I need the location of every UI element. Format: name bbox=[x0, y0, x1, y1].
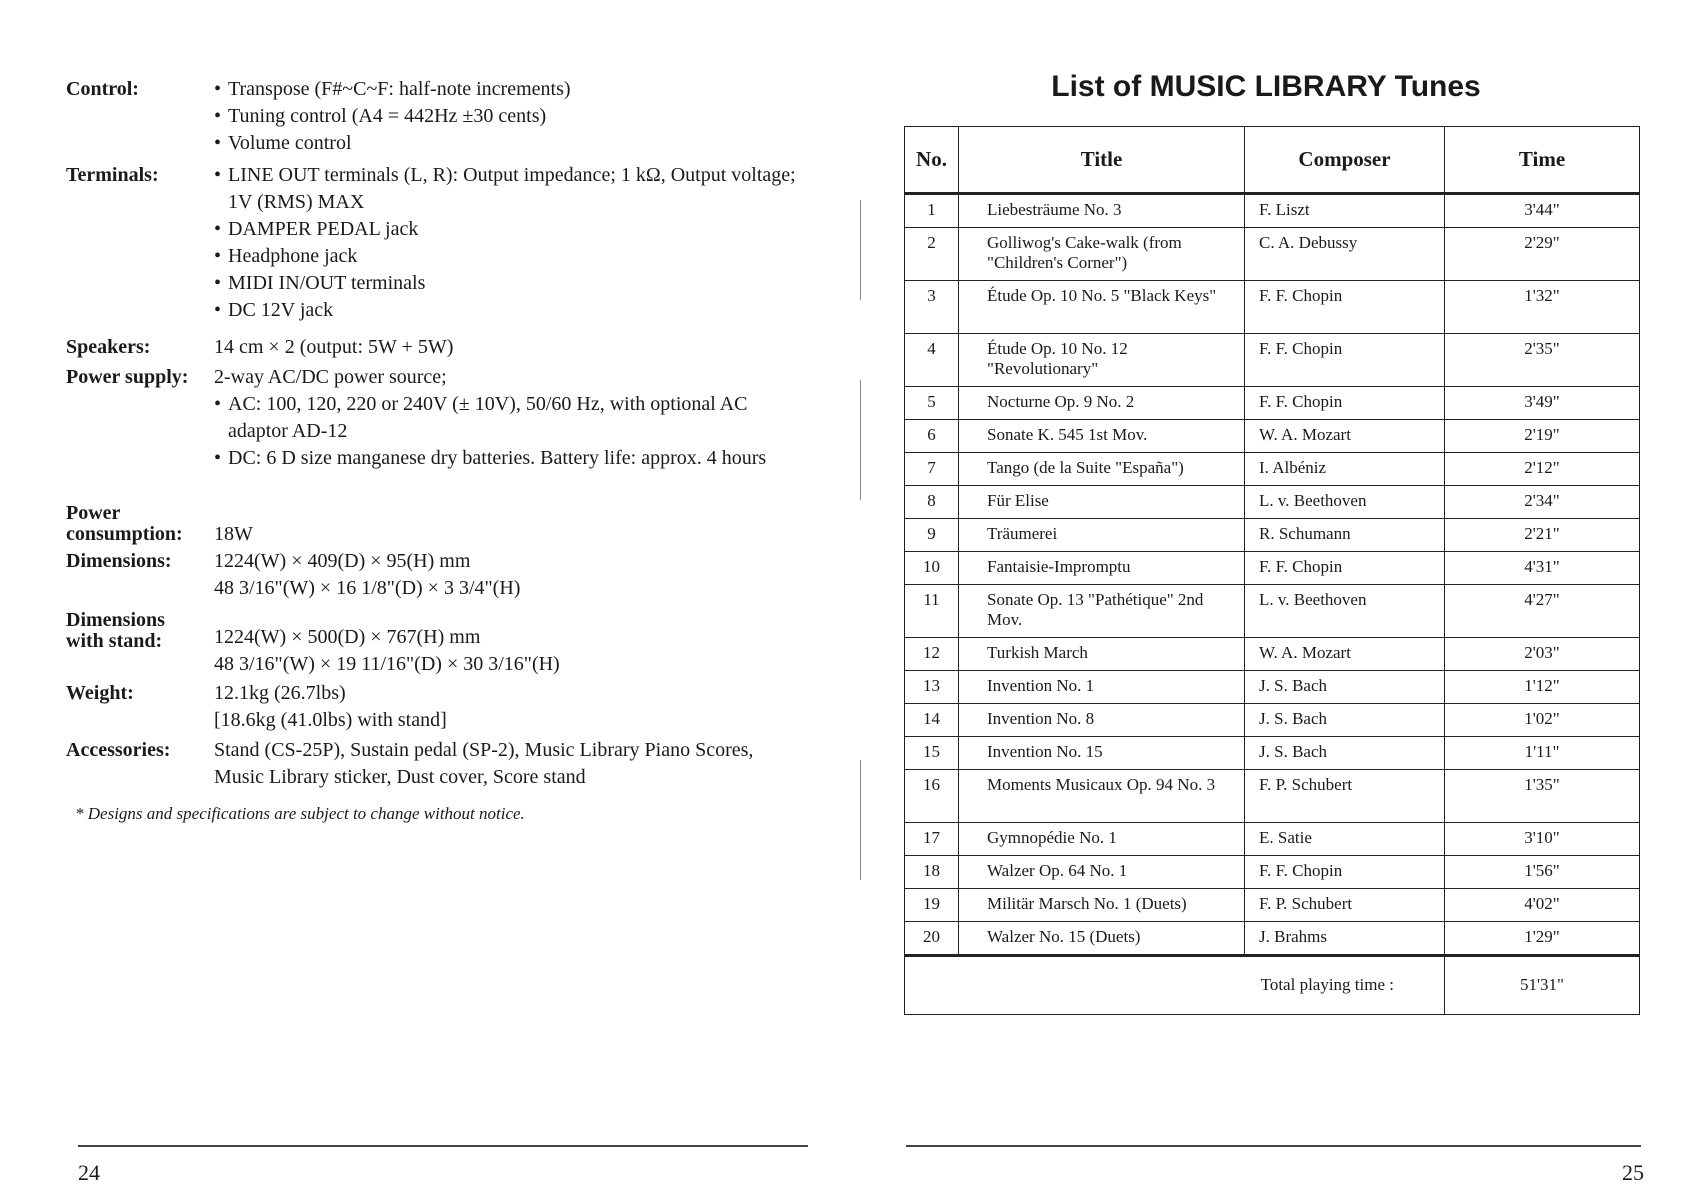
spec-body bbox=[214, 624, 804, 678]
tune-time: 2'35" bbox=[1445, 334, 1640, 387]
tune-time: 1'35" bbox=[1445, 770, 1640, 823]
tune-number: 10 bbox=[905, 552, 959, 585]
spec-body bbox=[214, 364, 804, 472]
tune-title: Invention No. 8 bbox=[959, 704, 1245, 737]
table-row bbox=[905, 704, 1640, 737]
table-row bbox=[905, 387, 1640, 420]
table-row bbox=[905, 453, 1640, 486]
total-row bbox=[905, 956, 1640, 1015]
table-row bbox=[905, 519, 1640, 552]
tune-time: 2'29" bbox=[1445, 228, 1640, 281]
table-row bbox=[905, 856, 1640, 889]
tune-number: 4 bbox=[905, 334, 959, 387]
spec-line: [18.6kg (41.0lbs) with stand] bbox=[214, 709, 447, 731]
spec-label: Power consumption: bbox=[66, 502, 183, 545]
tune-number: 2 bbox=[905, 228, 959, 281]
bottom-rule bbox=[906, 1145, 1641, 1147]
spec-line: • AC: 100, 120, 220 or 240V (± 10V), 50/60 Hz, with optional AC adaptor AD-12 bbox=[214, 391, 804, 445]
spec-line: • DC 12V jack bbox=[214, 297, 804, 324]
tune-composer: W. A. Mozart bbox=[1245, 420, 1445, 453]
tune-time: 1'32" bbox=[1445, 281, 1640, 334]
tune-title: Sonate K. 545 1st Mov. bbox=[959, 420, 1245, 453]
tune-composer: F. F. Chopin bbox=[1245, 552, 1445, 585]
tune-number: 7 bbox=[905, 453, 959, 486]
spec-line: • Headphone jack bbox=[214, 243, 804, 270]
tune-composer: F. P. Schubert bbox=[1245, 889, 1445, 922]
tune-time: 4'31" bbox=[1445, 552, 1640, 585]
tune-time: 1'29" bbox=[1445, 922, 1640, 956]
page-number: 24 bbox=[78, 1160, 100, 1185]
spec-body bbox=[214, 521, 804, 548]
spec-label: Dimensions: bbox=[66, 550, 172, 572]
tune-time: 4'02" bbox=[1445, 889, 1640, 922]
table-row bbox=[905, 552, 1640, 585]
tune-title: Träumerei bbox=[959, 519, 1245, 552]
tune-time: 1'02" bbox=[1445, 704, 1640, 737]
table-row bbox=[905, 281, 1640, 334]
tune-number: 13 bbox=[905, 671, 959, 704]
table-row bbox=[905, 737, 1640, 770]
table-row bbox=[905, 889, 1640, 922]
tune-composer: R. Schumann bbox=[1245, 519, 1445, 552]
tune-composer: J. S. Bach bbox=[1245, 737, 1445, 770]
tune-title: Walzer Op. 64 No. 1 bbox=[959, 856, 1245, 889]
spec-body bbox=[214, 334, 804, 361]
spec-label: Power supply: bbox=[66, 366, 189, 388]
tune-title: Sonate Op. 13 "Pathétique" 2nd Mov. bbox=[959, 585, 1245, 638]
tune-number: 12 bbox=[905, 638, 959, 671]
tune-rows bbox=[905, 194, 1640, 956]
tune-time: 3'49" bbox=[1445, 387, 1640, 420]
table-row bbox=[905, 420, 1640, 453]
tune-time: 1'56" bbox=[1445, 856, 1640, 889]
tune-time: 1'12" bbox=[1445, 671, 1640, 704]
page-number: 25 bbox=[1622, 1160, 1644, 1185]
tune-time: 4'27" bbox=[1445, 585, 1640, 638]
tune-composer: F. Liszt bbox=[1245, 194, 1445, 228]
tune-title: Étude Op. 10 No. 5 "Black Keys" bbox=[959, 281, 1245, 334]
tune-time: 3'44" bbox=[1445, 194, 1640, 228]
column-header-title: Title bbox=[959, 127, 1245, 194]
tune-title: Militär Marsch No. 1 (Duets) bbox=[959, 889, 1245, 922]
tune-number: 18 bbox=[905, 856, 959, 889]
footnote: * Designs and specifications are subject to change without notice. bbox=[75, 804, 525, 823]
table-row bbox=[905, 585, 1640, 638]
table-row bbox=[905, 638, 1640, 671]
tune-composer: I. Albéniz bbox=[1245, 453, 1445, 486]
total-label: Total playing time : bbox=[905, 956, 1445, 1015]
table-row bbox=[905, 922, 1640, 956]
tune-title: Étude Op. 10 No. 12 "Revolutionary" bbox=[959, 334, 1245, 387]
tune-number: 8 bbox=[905, 486, 959, 519]
tune-composer: L. v. Beethoven bbox=[1245, 486, 1445, 519]
tune-number: 6 bbox=[905, 420, 959, 453]
table-row bbox=[905, 671, 1640, 704]
spec-label: Weight: bbox=[66, 682, 134, 704]
tune-composer: J. S. Bach bbox=[1245, 671, 1445, 704]
spec-line: Stand (CS-25P), Sustain pedal (SP-2), Music Library Piano Scores, Music Library sticker, Dust cover, Score stand bbox=[214, 739, 754, 788]
spec-body bbox=[214, 162, 804, 324]
tune-composer: F. P. Schubert bbox=[1245, 770, 1445, 823]
spec-label: Speakers: bbox=[66, 336, 151, 358]
table-header-row bbox=[905, 127, 1640, 194]
tune-time: 2'21" bbox=[1445, 519, 1640, 552]
spec-line: 2-way AC/DC power source; bbox=[214, 366, 447, 388]
tune-composer: J. S. Bach bbox=[1245, 704, 1445, 737]
spec-line: • MIDI IN/OUT terminals bbox=[214, 270, 804, 297]
table-row bbox=[905, 194, 1640, 228]
spec-line: • Volume control bbox=[214, 130, 804, 157]
tune-time: 3'10" bbox=[1445, 823, 1640, 856]
spec-body bbox=[214, 737, 804, 791]
spec-line: • LINE OUT terminals (L, R): Output impedance; 1 kΩ, Output voltage; 1V (RMS) MAX bbox=[214, 162, 804, 216]
column-header-time: Time bbox=[1445, 127, 1640, 194]
tune-title: Tango (de la Suite "España") bbox=[959, 453, 1245, 486]
spec-body bbox=[214, 548, 804, 602]
tune-number: 14 bbox=[905, 704, 959, 737]
spec-line: 14 cm × 2 (output: 5W + 5W) bbox=[214, 336, 454, 358]
column-header-composer: Composer bbox=[1245, 127, 1445, 194]
tune-number: 17 bbox=[905, 823, 959, 856]
spec-line: • DAMPER PEDAL jack bbox=[214, 216, 804, 243]
tune-title: Invention No. 1 bbox=[959, 671, 1245, 704]
table-row bbox=[905, 486, 1640, 519]
tune-number: 9 bbox=[905, 519, 959, 552]
spec-line: • DC: 6 D size manganese dry batteries. Battery life: approx. 4 hours bbox=[214, 445, 804, 472]
tune-number: 1 bbox=[905, 194, 959, 228]
tune-title: Liebesträume No. 3 bbox=[959, 194, 1245, 228]
tune-number: 3 bbox=[905, 281, 959, 334]
tune-number: 16 bbox=[905, 770, 959, 823]
tune-time: 2'03" bbox=[1445, 638, 1640, 671]
spec-line: • Tuning control (A4 = 442Hz ±30 cents) bbox=[214, 103, 804, 130]
tune-title: Nocturne Op. 9 No. 2 bbox=[959, 387, 1245, 420]
total-value: 51'31" bbox=[1445, 956, 1640, 1015]
column-header-no: No. bbox=[905, 127, 959, 194]
spec-line: 1224(W) × 409(D) × 95(H) mm bbox=[214, 550, 471, 572]
tune-composer: E. Satie bbox=[1245, 823, 1445, 856]
spec-line: 12.1kg (26.7lbs) bbox=[214, 682, 346, 704]
table-row bbox=[905, 770, 1640, 823]
tune-composer: L. v. Beethoven bbox=[1245, 585, 1445, 638]
tune-number: 11 bbox=[905, 585, 959, 638]
tune-title: Gymnopédie No. 1 bbox=[959, 823, 1245, 856]
tunes-table bbox=[904, 126, 1640, 1015]
spec-line: 48 3/16"(W) × 16 1/8"(D) × 3 3/4"(H) bbox=[214, 577, 521, 599]
spec-line: 1224(W) × 500(D) × 767(H) mm bbox=[214, 626, 481, 648]
tune-number: 19 bbox=[905, 889, 959, 922]
spec-label: Control: bbox=[66, 78, 139, 100]
spec-label: Dimensions with stand: bbox=[66, 609, 165, 652]
tune-time: 2'19" bbox=[1445, 420, 1640, 453]
tune-composer: F. F. Chopin bbox=[1245, 387, 1445, 420]
spec-line: • Transpose (F#~C~F: half-note increments) bbox=[214, 76, 804, 103]
tune-composer: C. A. Debussy bbox=[1245, 228, 1445, 281]
tune-time: 1'11" bbox=[1445, 737, 1640, 770]
tune-number: 5 bbox=[905, 387, 959, 420]
tune-title: Fantaisie-Impromptu bbox=[959, 552, 1245, 585]
tune-number: 15 bbox=[905, 737, 959, 770]
tune-time: 2'12" bbox=[1445, 453, 1640, 486]
table-row bbox=[905, 823, 1640, 856]
spec-line: 18W bbox=[214, 523, 253, 545]
tune-composer: W. A. Mozart bbox=[1245, 638, 1445, 671]
table-row bbox=[905, 334, 1640, 387]
tune-composer: F. F. Chopin bbox=[1245, 856, 1445, 889]
tune-title: Golliwog's Cake-walk (from "Children's Corner") bbox=[959, 228, 1245, 281]
spec-label: Accessories: bbox=[66, 739, 171, 761]
tune-title: Für Elise bbox=[959, 486, 1245, 519]
tune-composer: F. F. Chopin bbox=[1245, 334, 1445, 387]
bottom-rule bbox=[78, 1145, 808, 1147]
spec-line: 48 3/16"(W) × 19 11/16"(D) × 30 3/16"(H) bbox=[214, 653, 560, 675]
tune-title: Invention No. 15 bbox=[959, 737, 1245, 770]
tune-title: Moments Musicaux Op. 94 No. 3 bbox=[959, 770, 1245, 823]
tune-composer: J. Brahms bbox=[1245, 922, 1445, 956]
page-title: List of MUSIC LIBRARY Tunes bbox=[1051, 70, 1481, 103]
spec-body bbox=[214, 76, 804, 157]
right-page bbox=[844, 0, 1688, 1190]
spec-label: Terminals: bbox=[66, 164, 159, 186]
tune-number: 20 bbox=[905, 922, 959, 956]
tune-composer: F. F. Chopin bbox=[1245, 281, 1445, 334]
tune-time: 2'34" bbox=[1445, 486, 1640, 519]
table-row bbox=[905, 228, 1640, 281]
tune-title: Walzer No. 15 (Duets) bbox=[959, 922, 1245, 956]
tune-title: Turkish March bbox=[959, 638, 1245, 671]
spec-body bbox=[214, 680, 804, 734]
